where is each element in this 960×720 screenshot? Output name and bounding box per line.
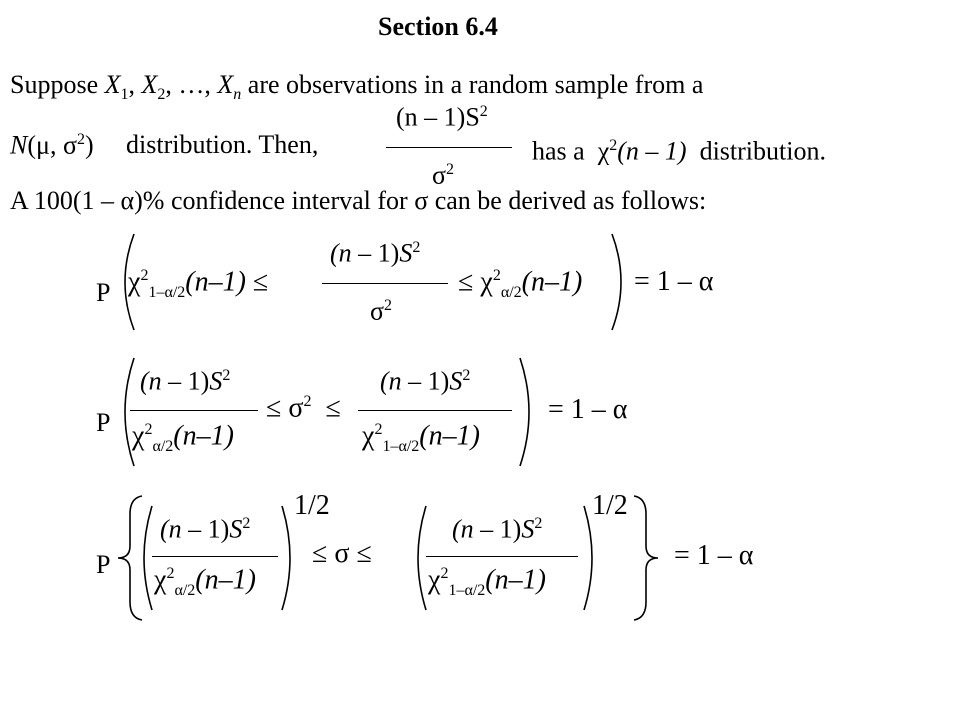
section-title: Section 6.4: [378, 12, 498, 41]
eq2-sigma-squared: ≤ $\sigma^2$ ≤: [266, 392, 341, 424]
eq3-fraction-bar-2: [426, 556, 578, 557]
eq3-outer-right-brace: [630, 494, 664, 622]
intro-fraction-denominator: $\sigma^2$: [432, 160, 455, 190]
eq3-equals: = 1 – α: [674, 540, 754, 571]
eq3-numerator-2: $(n - 1)S^2$: [452, 514, 543, 544]
eq1-fraction-bar: [322, 283, 448, 284]
eq2-denominator-1: $\chi^2_{\alpha/2}(n-1)$: [132, 420, 234, 455]
intro-fraction-bar: [386, 147, 512, 148]
eq2-fraction-bar-1: [130, 410, 258, 411]
eq2-probability-p: P: [96, 408, 111, 437]
eq2-numerator-2: $(n - 1)S^2$: [380, 366, 471, 396]
eq3-numerator-1: $(n - 1)S^2$: [160, 514, 251, 544]
eq2-numerator-1: $(n - 1)S^2$: [140, 366, 231, 396]
eq3-exponent-1: 1/2: [294, 490, 330, 521]
eq1-denominator: $\sigma^2$: [370, 296, 393, 326]
eq1-numerator: $(n - 1)S^2$: [330, 238, 421, 268]
eq2-denominator-2: $\chi^2_{1-\alpha/2}(n-1)$: [362, 420, 480, 455]
eq2-fraction-bar-2: [358, 410, 512, 411]
eq1-probability-p: P: [96, 278, 111, 307]
eq3-probability-p: P: [96, 550, 111, 579]
then-text: distribution. Then,: [126, 130, 319, 159]
eq1-equals: = 1 – α: [634, 266, 714, 297]
chi-square-statement: has a $\chi^2(n - 1)$ distribution.: [532, 136, 826, 166]
eq2-right-paren: [512, 356, 542, 468]
eq3-exponent-2: 1/2: [592, 490, 628, 521]
eq3-sigma-inequality: ≤ σ ≤: [312, 538, 372, 569]
eq2-equals: = 1 – α: [548, 394, 628, 425]
eq1-right-paren: [604, 232, 634, 332]
confidence-interval-intro: A 100(1 – α)% confidence interval for σ can be derived as follows:: [10, 186, 707, 215]
eq1-left-chi-square: $\chi^2_{1-\alpha/2}(n-1)$ ≤: [128, 266, 269, 301]
eq1-right-chi-square: ≤ $\chi^2_{\alpha/2}(n-1)$: [458, 266, 583, 301]
intro-fraction-numerator: $(n - 1)S^2$: [396, 102, 488, 132]
eq3-fraction-bar-1: [152, 556, 278, 557]
intro-line-1: Suppose $X_1$, $X_2$, …, $X_n$ are observations in a random sample from a: [10, 70, 704, 104]
eq3-denominator-2: $\chi^2_{1-\alpha/2}(n-1)$: [428, 564, 546, 599]
eq3-denominator-1: $\chi^2_{\alpha/2}(n-1)$: [154, 564, 256, 599]
normal-distribution-text: N(μ, $\sigma^2$): [10, 130, 94, 160]
